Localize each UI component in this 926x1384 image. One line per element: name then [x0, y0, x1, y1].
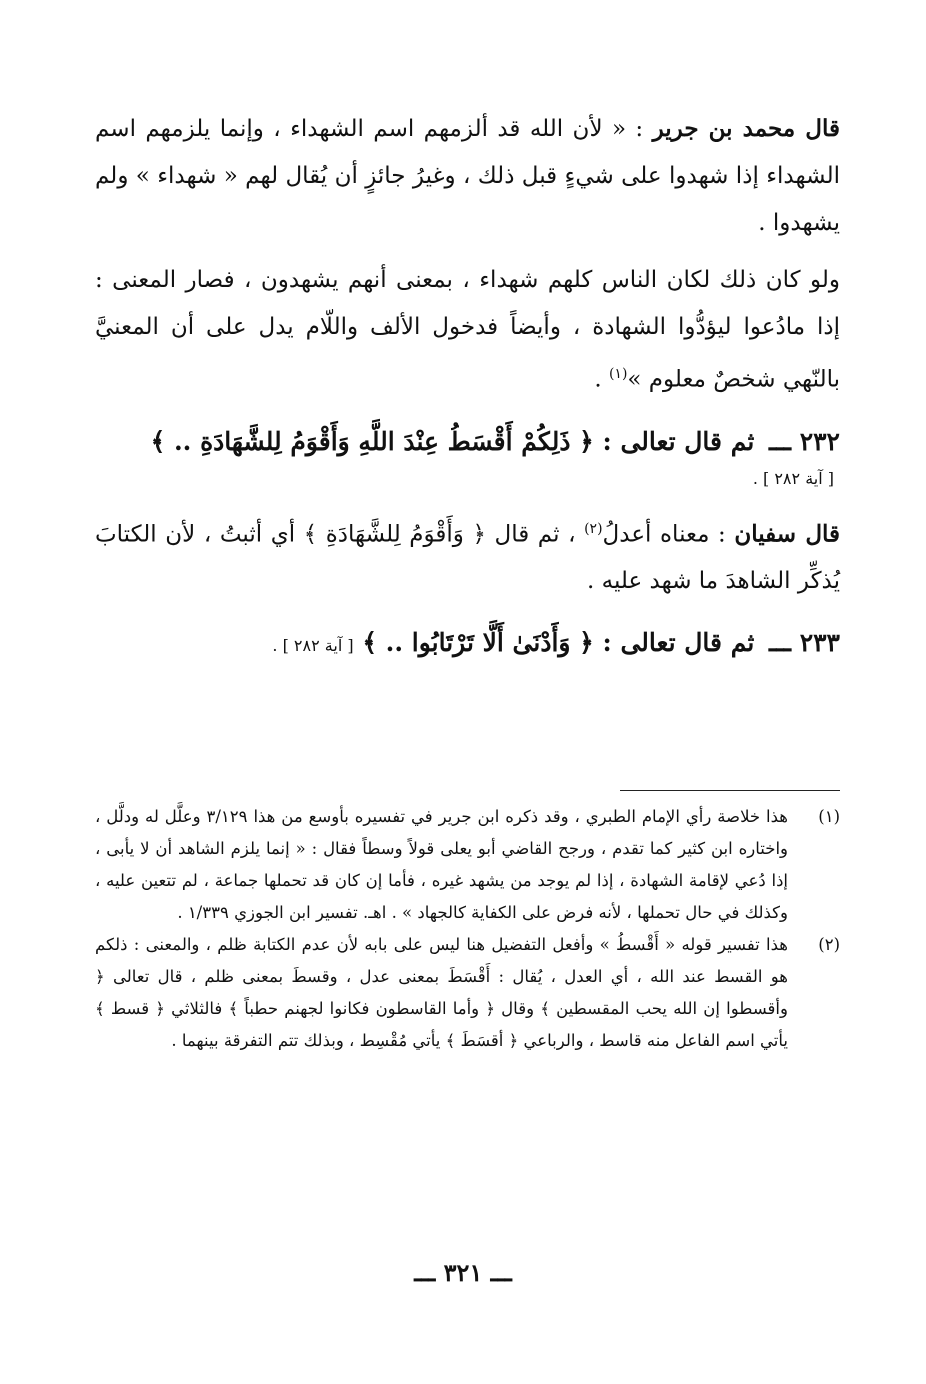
footnote-1 — [95, 801, 840, 929]
paragraph-ibn-jarir — [95, 105, 840, 247]
footnotes — [95, 790, 840, 1057]
paragraph-continuation — [95, 257, 840, 404]
speaker-name: قال سفيان — [734, 520, 841, 548]
entry-number: ٢٣٣ ـــ — [769, 628, 840, 658]
main-text — [95, 105, 840, 670]
speaker-name: قال محمد بن جرير — [652, 115, 841, 142]
footnote-2 — [95, 929, 840, 1057]
footnote-marker: (١) — [818, 807, 840, 826]
paragraph-end: . — [594, 366, 609, 393]
entry-233 — [95, 619, 840, 670]
paragraph-sufyan — [95, 506, 840, 606]
verse-reference: [ آية ٢٨٢ ] . — [272, 636, 354, 656]
paragraph-text: : « لأن الله قد ألزمهم اسم الشهداء ، وإنما يلزمهم اسم الشهداء إذا شهدوا على شيءٍ قبل ذلك ، وغيرُ جائزٍ أن يُقال لهم « شهداء » ولم يشهدوا . — [95, 116, 840, 236]
footnote-divider — [620, 790, 840, 791]
footnote-ref-2[interactable]: (٢) — [584, 520, 603, 537]
entry-heading: ثم قال تعالى : ﴿ ذَلِكُمْ أَقْسَطُ عِنْدَ اللَّهِ وَأَقْوَمُ لِلشَّهَادَةِ .. ﴾ — [150, 426, 755, 456]
footnote-text: هذا خلاصة رأي الإمام الطبري ، وقد ذكره ابن جرير في تفسيره بأوسع من هذا ٣/١٢٩ وعلَّل له ودلَّل ، واختاره ابن كثير كما تقدم ، ورجح القاضي أبو يعلى قولاً وسطاً فقال : « إنما يلزم الشاهد أن لا يأبى ، إذا دُعي لإقامة الشهادة ، إذا لم يوجد من يشهد غيره ، فأما إن كان قد تحملها جماعة ، لم تتعين عليه ، وكذلك في حال تحملها ، لأنه فرض على الكفاية كالجهاد » . اهـ. تفسير ابن الجوزي ١/٣٣٩ . — [95, 807, 788, 922]
paragraph-text: ، ثم قال ﴿ وَأَقْوَمُ لِلشَّهَادَةِ ﴾ أي أثبتُ ، لأن الكتابَ يُذكِّر الشاهدَ ما شهد عليه . — [95, 521, 840, 595]
entry-232 — [95, 418, 840, 466]
footnote-text: هذا تفسير قوله « أَقْسطُ » وأفعل التفضيل هنا ليس على بابه لأن عدم الكتابة ظلم ، والمعنى : ذلكم هو القسط عند الله ، أي العدل ، يُقال : أَقْسَطَ بمعنى عدل ، وقسطَ بمعنى ظلم ، قال تعالى ﴿ وأقسطوا إن الله يحب المقسطين ﴾ وقال ﴿ وأما القاسطون فكانوا لجهنم حطباً ﴾ فالثلاثي ﴿ قسط ﴾ يأتي اسم الفاعل منه قاسط ، والرباعي ﴿ أقسَطَ ﴾ يأتي مُقْسِط ، وبذلك تتم التفرقة بينهما . — [95, 935, 788, 1050]
paragraph-text: : معناه أعدلُ — [602, 521, 726, 548]
entry-number: ٢٣٢ ـــ — [769, 426, 840, 456]
footnote-marker: (٢) — [818, 935, 840, 954]
entry-heading: ثم قال تعالى : ﴿ وَأَدْنَىٰ أَلَّا تَرْتَابُوا .. ﴾ — [362, 628, 755, 658]
verse-reference: [ آية ٢٨٢ ] . — [752, 468, 834, 488]
footnote-ref-1[interactable]: (١) — [608, 366, 628, 382]
page-number: ـــ ٣٢١ ـــ — [414, 1258, 512, 1287]
paragraph-text: ولو كان ذلك لكان الناس كلهم شهداء ، بمعنى أنهم يشهدون ، فصار المعنى : إذا مادُعوا ليؤدُّوا الشهادة ، وأيضاً فدخول الألف واللّام يدل على أن المعنيَّ بالنّهي شخصٌ معلوم » — [95, 267, 840, 393]
